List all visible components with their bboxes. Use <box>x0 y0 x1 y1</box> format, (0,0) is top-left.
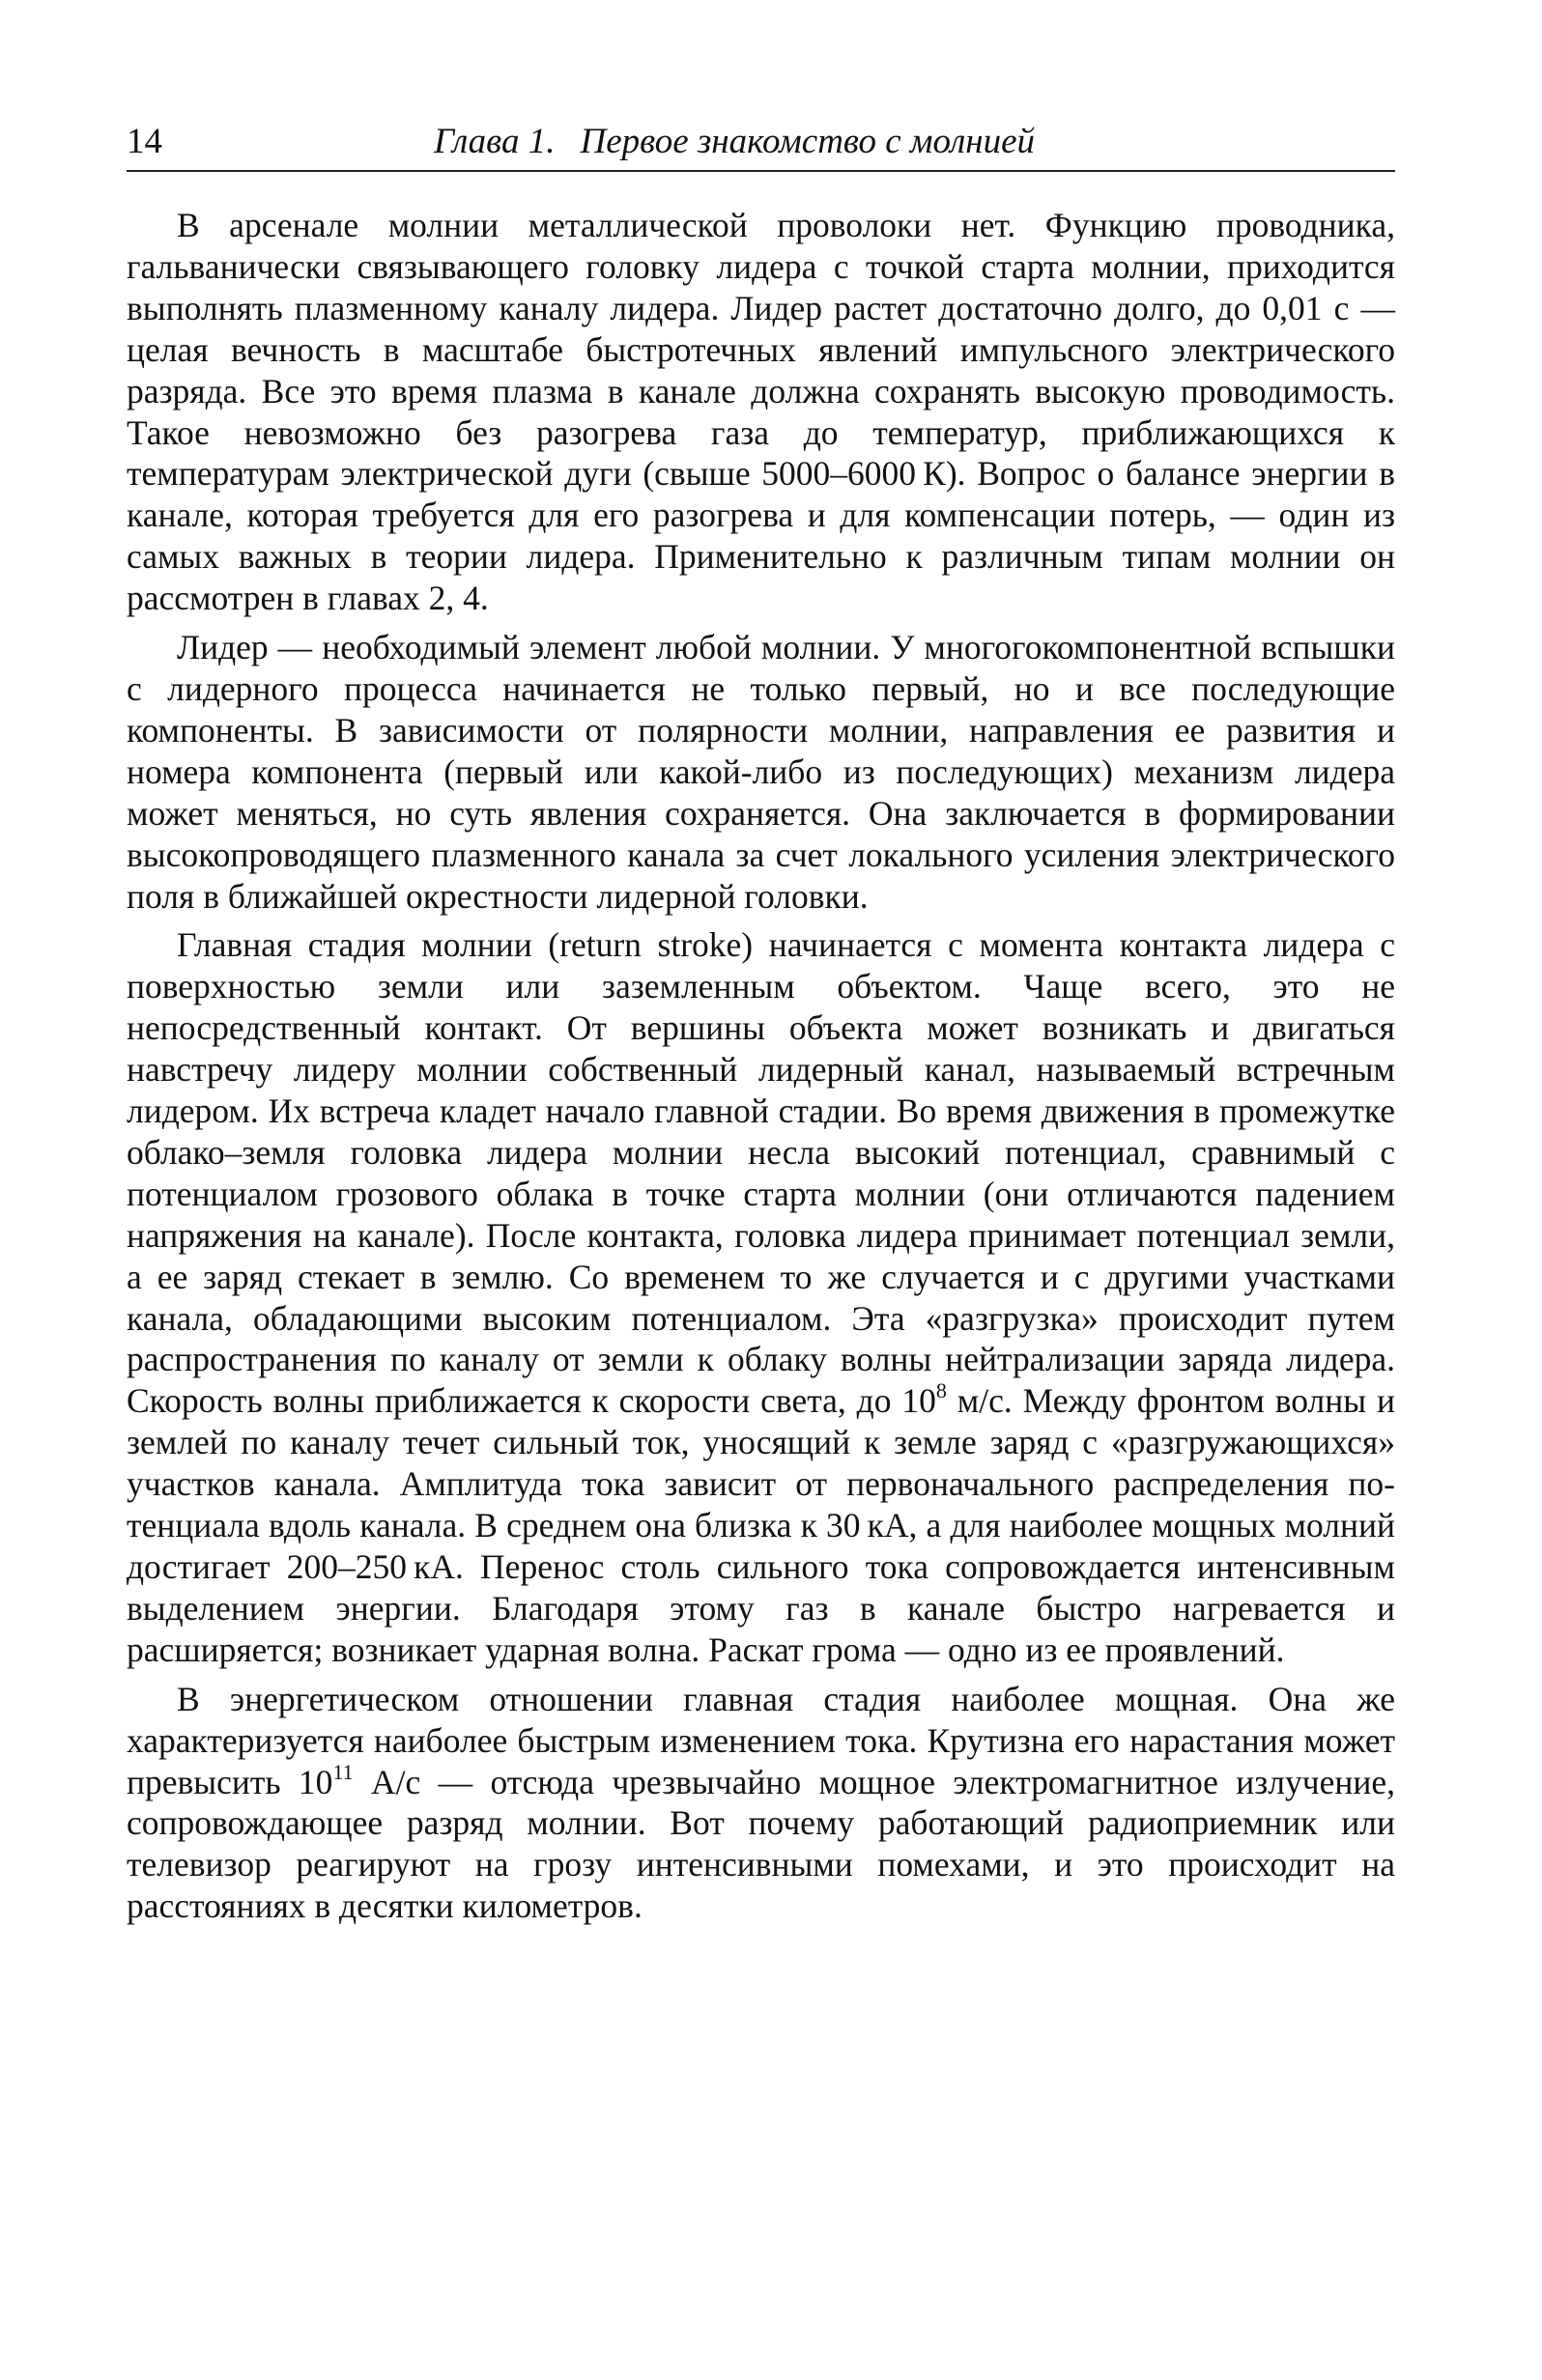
exponent-11: 11 <box>332 1759 354 1784</box>
paragraph-3-part-1: Главная стадия молнии (return stroke) начинается с момента контакта лидера с поверхностью земли или заземленным объектом. Чаще всего, это не непосредственный контакт. От вершины объекта может возникать и двигаться навстречу лидеру молнии собственный лидерный канал, называемый встречным лидером. Их встреча кладет начало главной стадии. Во время движения в промежутке облако–земля головка лидера молнии несла высокий потенциал, сравнимый с потенциалом грозового облака в точке старта молнии (они отличаются падением напряжения на канале). После контакта, головка лидера принимает потенциал земли, а ее заряд стекает в землю. Со временем то же случается и с другими участками канала, обладающими высоким потенциалом. Эта «разгрузка» происходит путем распространения по каналу от земли к облаку волны нейтрализации заряда лидера. Скорость волны приближается к скорости света, до 10 <box>127 925 1395 1421</box>
body-text <box>127 205 1395 1927</box>
paragraph-4 <box>127 1679 1395 1927</box>
paragraph-2: Лидер — необходимый элемент любой молнии. У многогокомпонентной вспышки с лидерного процесса начинается не только первый, но и все последующие компоненты. В зависимости от полярности молнии, направления ее развития и номера компонента (первый или какой-либо из последующих) механизм лидера может меняться, но суть явления сохраняется. Она заключается в формировании высокопроводящего плазменного канала за счет локального усиления электрического поля в ближайшей окрестности лидерной головки. <box>127 628 1395 916</box>
paragraph-4-part-1: В энергетическом отношении главная стадия наиболее мощная. Она же характеризуется наиболее быстрым изменением тока. Крутизна его нарастания может превысить 10 <box>127 1679 1395 1801</box>
paragraph-1: В арсенале молнии металлической проволоки нет. Функцию проводника, гальванически связывающего головку лидера с точкой старта молнии, приходится выполнять плазменному каналу лидера. Лидер растет достаточно долго, до 0,01 с — целая вечность в масштабе быстротечных явлений импульсного электрического разряда. Все это время плазма в канале должна сохранять высокую проводимость. Такое невозможно без разогрева газа до температур, приближающихся к температурам электрической дуги (свыше 5000–6000 К). Вопрос о балансе энергии в канале, которая требуется для его разогрева и для компенсации потерь, — один из самых важных в теории лидера. Применительно к различным типам молнии он рассмотрен в главах 2, 4. <box>127 206 1395 618</box>
running-title <box>434 114 1035 170</box>
paragraph-4-part-2: А/с — отсюда чрезвычайно мощное электромагнитное излучение, сопровождающее разряд молнии. Вот почему работающий радиоприемник или телевизор реагируют на грозу интенсивными помехами, и это происходит на расстояниях в десятки километров. <box>127 1762 1395 1926</box>
book-page <box>127 114 1395 1927</box>
chapter-label: Глава 1. <box>434 122 556 161</box>
paragraph-3 <box>127 924 1395 1670</box>
exponent-8: 8 <box>935 1378 947 1403</box>
chapter-title: Первое знакомство с молнией <box>580 122 1036 161</box>
running-header <box>127 114 1395 172</box>
page-number: 14 <box>127 122 162 161</box>
paragraph-3-part-2: м/с. Между фронтом волны и землей по каналу течет сильный ток, уносящий к земле заряд с «разгружающихся» участков канала. Амплитуда тока зависит от первоначального распределения потенциала вдоль канала. В среднем она близка к 30 кА, а для наиболее мощных молний достигает 200–250 кА. Перенос столь сильного тока сопровождается интенсивным выделением энергии. Благодаря этому газ в канале быстро нагревается и расширяется; возникает ударная волна. Раскат грома — одно из ее проявлений. <box>127 1381 1396 1669</box>
